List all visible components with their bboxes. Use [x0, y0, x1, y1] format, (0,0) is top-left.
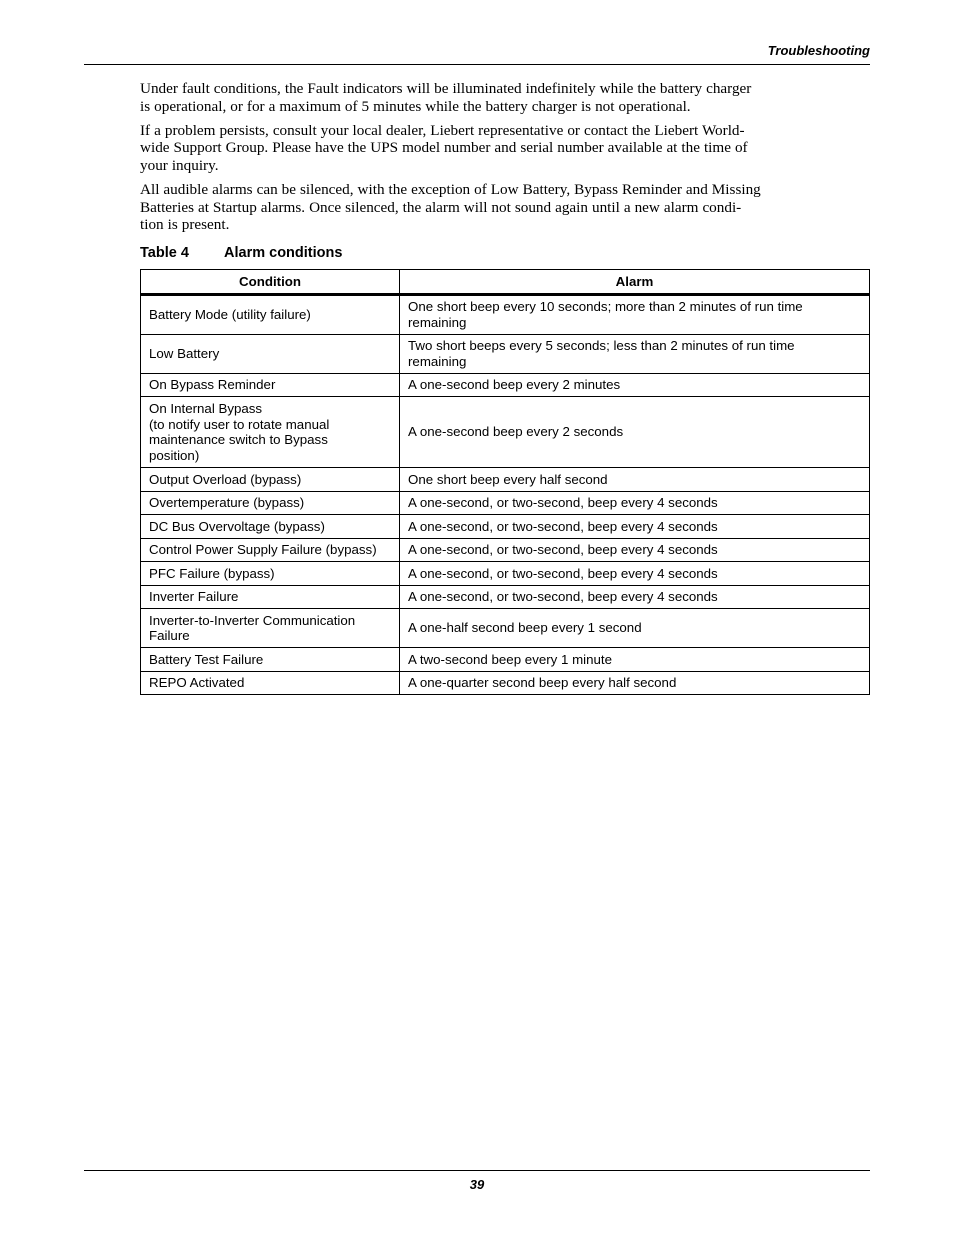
table-row	[141, 648, 870, 672]
cell-text: PFC Failure (bypass)	[149, 565, 275, 581]
cell-text: A one-second, or two-second, beep every 4 seconds	[408, 589, 718, 605]
column-header-condition: Condition	[141, 269, 400, 294]
table-row	[141, 491, 870, 515]
page-content	[140, 80, 870, 695]
cell-condition	[141, 562, 400, 586]
cell-text: Output Overload (bypass)	[149, 471, 302, 487]
cell-text: Failure	[149, 628, 190, 644]
column-header-alarm: Alarm	[400, 269, 870, 294]
table-row	[141, 671, 870, 695]
cell-text: On Internal Bypass	[149, 401, 263, 417]
cell-text: Overtemperature (bypass)	[149, 495, 305, 511]
paragraph-line: tion is present.	[140, 216, 230, 234]
table-row	[141, 562, 870, 586]
cell-alarm	[400, 671, 870, 695]
cell-condition	[141, 468, 400, 492]
page-number: 39	[469, 1177, 485, 1192]
cell-alarm	[400, 294, 870, 334]
paragraph-line: is operational, or for a maximum of 5 minutes while the battery charger is not operational.	[140, 97, 691, 115]
cell-text: A one-second, or two-second, beep every 4 seconds	[408, 518, 718, 534]
table-row	[141, 373, 870, 397]
cell-text: A one-quarter second beep every half second	[408, 675, 677, 691]
table-row	[141, 585, 870, 609]
table-header-row	[141, 269, 870, 294]
paragraph-fault-indicators	[140, 80, 870, 115]
cell-text: A one-second, or two-second, beep every 4 seconds	[408, 495, 718, 511]
cell-alarm	[400, 538, 870, 562]
cell-condition	[141, 609, 400, 648]
footer-divider	[84, 1170, 870, 1171]
cell-alarm	[400, 562, 870, 586]
cell-text: A one-second, or two-second, beep every 4 seconds	[408, 542, 718, 558]
cell-alarm	[400, 397, 870, 468]
cell-text: Battery Mode (utility failure)	[149, 306, 311, 322]
table-row	[141, 609, 870, 648]
table-number: Table 4	[140, 244, 189, 261]
cell-text: remaining	[408, 353, 467, 369]
cell-text: REPO Activated	[149, 675, 245, 691]
paragraph-line: Batteries at Startup alarms. Once silenced, the alarm will not sound again until a new alarm condi-	[140, 198, 742, 216]
cell-text: A one-second, or two-second, beep every 4 seconds	[408, 565, 718, 581]
cell-text: Inverter-to-Inverter Communication	[149, 612, 356, 628]
cell-condition	[141, 648, 400, 672]
cell-alarm	[400, 334, 870, 373]
paragraph-line: If a problem persists, consult your local dealer, Liebert representative or contact the Liebert World-	[140, 121, 745, 139]
paragraph-line: wide Support Group. Please have the UPS model number and serial number available at the time of	[140, 139, 748, 157]
cell-text: A one-second beep every 2 seconds	[408, 424, 624, 440]
cell-text: One short beep every 10 seconds; more than 2 minutes of run time	[408, 299, 803, 315]
cell-text: A two-second beep every 1 minute	[408, 651, 613, 667]
cell-text: Low Battery	[149, 345, 220, 361]
cell-text: Control Power Supply Failure (bypass)	[149, 542, 377, 558]
table-row	[141, 334, 870, 373]
cell-condition	[141, 538, 400, 562]
cell-condition	[141, 515, 400, 539]
table-row	[141, 397, 870, 468]
cell-condition	[141, 671, 400, 695]
cell-condition	[141, 585, 400, 609]
paragraph-support	[140, 122, 870, 175]
paragraph-line: All audible alarms can be silenced, with the exception of Low Battery, Bypass Reminder and Missing	[140, 180, 761, 198]
table-row	[141, 515, 870, 539]
header-divider	[84, 64, 870, 65]
table-row	[141, 468, 870, 492]
cell-condition	[141, 334, 400, 373]
cell-alarm	[400, 648, 870, 672]
cell-text: Two short beeps every 5 seconds; less than 2 minutes of run time	[408, 338, 795, 354]
cell-alarm	[400, 515, 870, 539]
table-caption	[140, 244, 870, 262]
alarm-conditions-table	[140, 269, 870, 696]
cell-text: A one-second beep every 2 minutes	[408, 377, 621, 393]
paragraph-line: Under fault conditions, the Fault indicators will be illuminated indefinitely while the battery charger	[140, 80, 752, 97]
table-row	[141, 294, 870, 334]
cell-text: maintenance switch to Bypass	[149, 432, 328, 448]
cell-text: remaining	[408, 314, 467, 330]
paragraph-line: your inquiry.	[140, 156, 219, 174]
cell-text: position)	[149, 447, 200, 463]
cell-text: Inverter Failure	[149, 589, 239, 605]
cell-condition	[141, 491, 400, 515]
paragraph-audible-alarms	[140, 181, 870, 234]
cell-condition	[141, 294, 400, 334]
cell-condition	[141, 373, 400, 397]
cell-text: Battery Test Failure	[149, 651, 264, 667]
cell-alarm	[400, 609, 870, 648]
cell-condition	[141, 397, 400, 468]
table-body	[141, 294, 870, 695]
cell-text: (to notify user to rotate manual	[149, 416, 330, 432]
cell-alarm	[400, 491, 870, 515]
cell-alarm	[400, 585, 870, 609]
cell-text: On Bypass Reminder	[149, 377, 276, 393]
table-title: Alarm conditions	[224, 244, 343, 261]
table-row	[141, 538, 870, 562]
cell-text: One short beep every half second	[408, 471, 608, 487]
cell-text: DC Bus Overvoltage (bypass)	[149, 518, 325, 534]
cell-alarm	[400, 373, 870, 397]
section-title: Troubleshooting	[767, 43, 870, 58]
cell-alarm	[400, 468, 870, 492]
cell-text: A one-half second beep every 1 second	[408, 620, 642, 636]
